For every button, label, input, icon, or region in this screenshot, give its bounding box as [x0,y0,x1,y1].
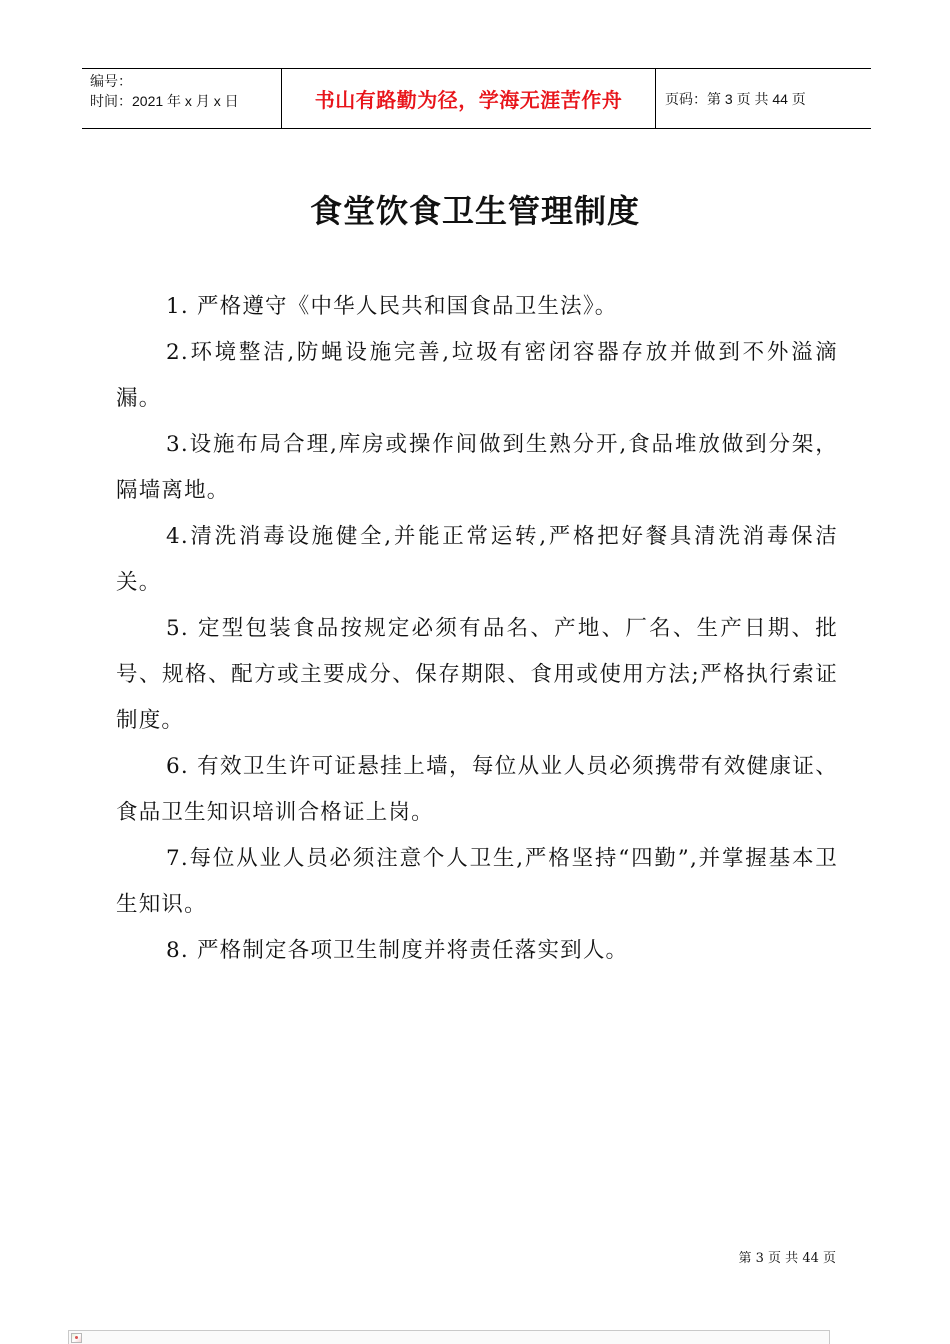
document-time-label: 时间：2021 年 x 月 x 日 [90,93,239,109]
broken-image-icon [71,1333,82,1343]
rule-paragraph-6: 6. 有效卫生许可证悬挂上墙，每位从业人员必须携带有效健康证、食品卫生知识培训合格证上岗。 [116,754,838,825]
rule-paragraph-7: 7.每位从业人员必须注意个人卫生,严格坚持“四勤”,并掌握基本卫生知识。 [116,846,838,917]
header-motto-cell [282,69,656,128]
document-title: 食堂饮食卫生管理制度 [309,192,640,230]
document-number-label: 编号： [90,73,132,89]
header-page-info: 页码：第 3 页 共 44 页 [665,90,806,107]
broken-image-frame [68,1330,830,1344]
rule-paragraph-5: 5. 定型包装食品按规定必须有品名、产地、厂名、生产日期、批号、规格、配方或主要成分、保存期限、食用或使用方法;严格执行索证制度。 [116,616,838,733]
footer-page-number: 第 3 页 共 44 页 [738,1251,836,1266]
document-body [116,284,838,974]
header-motto: 书山有路勤为径，学海无涯苦作舟 [314,88,623,112]
rule-paragraph-1: 1. 严格遵守《中华人民共和国食品卫生法》。 [166,294,618,319]
rule-paragraph-3: 3.设施布局合理,库房或操作间做到生熟分开,食品堆放做到分架，隔墙离地。 [116,432,838,503]
header-page-cell [656,69,871,128]
rule-paragraph-8: 8. 严格制定各项卫生制度并将责任落实到人。 [166,938,629,963]
header-table [82,68,871,129]
rule-paragraph-2: 2.环境整洁,防蝇设施完善,垃圾有密闭容器存放并做到不外溢滴漏。 [116,340,838,411]
header-meta-cell [82,69,282,128]
rule-paragraph-4: 4.清洗消毒设施健全,并能正常运转,严格把好餐具清洗消毒保洁关。 [116,524,838,595]
